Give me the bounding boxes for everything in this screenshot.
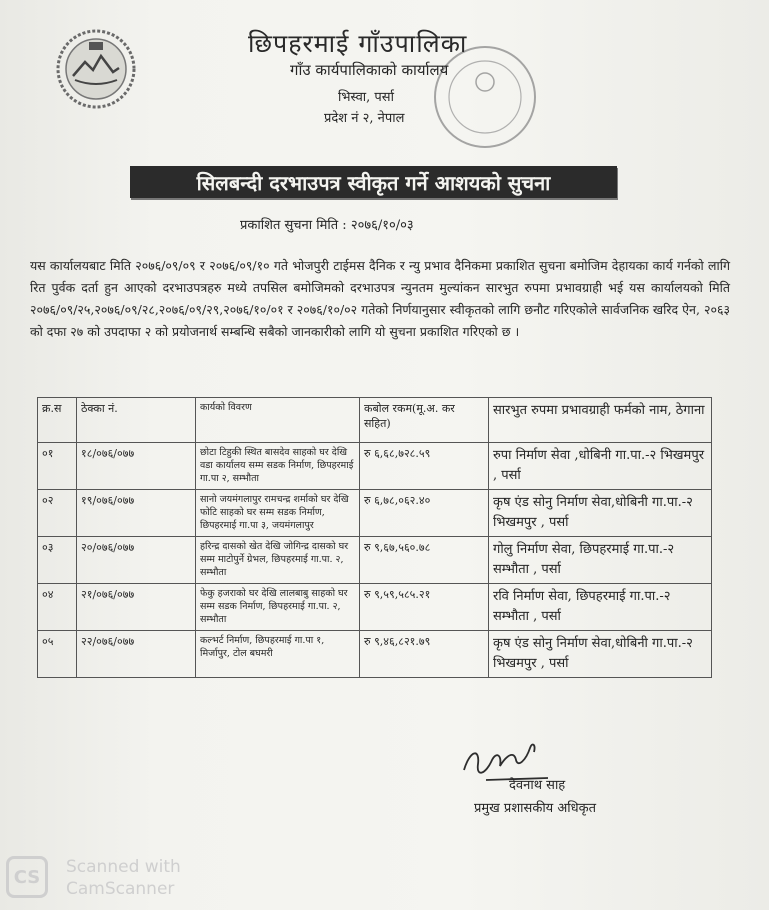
cell-bid-amount: रु ९,५९,५८५.२१ bbox=[360, 584, 489, 631]
cell-work-description: हरिन्द्र दासको खेत देखि जोगिन्द्र दासको घर सम्म माटोपुर्ने ग्रेभल, छिपहरमाई गा.पा. २, सम्भौता bbox=[196, 537, 360, 584]
office-province: प्रदेश नं २, नेपाल bbox=[324, 111, 405, 126]
nepal-emblem-icon bbox=[55, 28, 137, 110]
cell-firm-name: कृष एंड सोनु निर्माण सेवा,धोबिनी गा.पा.-२ भिखमपुर , पर्सा bbox=[489, 490, 712, 537]
municipality-title: छिपहरमाई गाँउपालिका bbox=[248, 29, 468, 58]
cell-bid-amount: रु ९,६७,५६०.७८ bbox=[360, 537, 489, 584]
cell-serial: ०५ bbox=[38, 631, 77, 678]
cell-bid-amount: रु ६,६८,७२८.५९ bbox=[360, 443, 489, 490]
office-location: भिस्वा, पर्सा bbox=[338, 90, 394, 105]
cell-serial: ०३ bbox=[38, 537, 77, 584]
cell-bid-amount: रु ९,४६,८२१.७९ bbox=[360, 631, 489, 678]
signatory-designation: प्रमुख प्रशासकीय अधिकृत bbox=[474, 801, 597, 816]
cell-contract-no: २२/०७६/०७७ bbox=[77, 631, 196, 678]
header-work-description: कार्यको विवरण bbox=[196, 398, 360, 443]
published-date: प्रकाशित सुचना मिति : २०७६/१०/०३ bbox=[240, 218, 414, 233]
cell-work-description: कल्भर्ट निर्माण, छिपहरमाई गा.पा १, मिर्जापुर, टोल बघमरी bbox=[196, 631, 360, 678]
cell-serial: ०२ bbox=[38, 490, 77, 537]
cell-serial: ०१ bbox=[38, 443, 77, 490]
signatory-name: देवनाथ साह bbox=[509, 778, 566, 793]
cell-firm-name: गोलु निर्माण सेवा, छिपहरमाई गा.पा.-२ सम्भौता , पर्सा bbox=[489, 537, 712, 584]
cell-work-description: सानो जयमंगलापुर रामचन्द्र शर्माको घर देखि फोटि साहको घर सम्म सडक निर्माण, छिपहरमाई गा.पा ३, जयमंगलापुर bbox=[196, 490, 360, 537]
table-row bbox=[38, 584, 712, 631]
cell-work-description: छोटा टिहुकी स्थित बासदेव साहको घर देखि वडा कार्यालय सम्म सडक निर्माण, छिपहरमाई गा.पा २, सम्भौता bbox=[196, 443, 360, 490]
table-row bbox=[38, 537, 712, 584]
scanner-line-2: CamScanner bbox=[66, 879, 175, 899]
table-row bbox=[38, 443, 712, 490]
header-contract-no: ठेक्का नं. bbox=[77, 398, 196, 443]
cell-firm-name: कृष एंड सोनु निर्माण सेवा,धोबिनी गा.पा.-२ भिखमपुर , पर्सा bbox=[489, 631, 712, 678]
cell-contract-no: १८/०७६/०७७ bbox=[77, 443, 196, 490]
cell-contract-no: १९/०७६/०७७ bbox=[77, 490, 196, 537]
table-row bbox=[38, 631, 712, 678]
office-name: गाँउ कार्यपालिकाको कार्यालय bbox=[290, 61, 449, 79]
cell-work-description: फेकु हजराको घर देखि लालबाबु साहको घर सम्म सडक निर्माण, छिपहरमाई गा.पा. २, सम्भौता bbox=[196, 584, 360, 631]
cell-firm-name: रुपा निर्माण सेवा ,धोबिनी गा.पा.-२ भिखमपुर , पर्सा bbox=[489, 443, 712, 490]
header-bid-amount: कबोल रकम(मू.अ. कर सहित) bbox=[360, 398, 489, 443]
camscanner-logo-icon: CS bbox=[6, 856, 48, 898]
cell-contract-no: २१/०७६/०७७ bbox=[77, 584, 196, 631]
scanner-line-1: Scanned with bbox=[66, 857, 181, 877]
tender-table bbox=[37, 397, 712, 678]
header-serial: क्र.स bbox=[38, 398, 77, 443]
scanner-watermark bbox=[66, 856, 181, 900]
cell-contract-no: २०/०७६/०७७ bbox=[77, 537, 196, 584]
table-header-row bbox=[38, 398, 712, 443]
cell-serial: ०४ bbox=[38, 584, 77, 631]
header-firm-name: सारभुत रुपमा प्रभावग्राही फर्मको नाम, ठेगाना bbox=[489, 398, 712, 443]
notice-heading: सिलबन्दी दरभाउपत्र स्वीकृत गर्ने आशयको सुचना bbox=[130, 166, 617, 198]
table-row bbox=[38, 490, 712, 537]
notice-body: यस कार्यालयबाट मिति २०७६/०९/०९ र २०७६/०९/१० गते भोजपुरी टाईमस दैनिक र न्यु प्रभाव दैनिकमा प्रकाशित सुचना बमोजिम देहायका कार्य गर्नको लागि रित पुर्वक दर्ता हुन आएको दरभाउपत्रहरु मध्ये तपसिल बमोजिमको दरभाउपत्र न्युनतम मुल्यांकन सारभुत रुपमा प्रभावग्राही भई यस कार्यालयको मिति २०७६/०९/२५,२०७६/०९/२८,२०७६/०९/२९,२०७६/१०/०१ र २०७६/१०/०२ गतेको निर्णयानुसार स्वीकृतको लागि छनौट गरिएकोले सार्वजनिक खरिद ऐन, २०६३ को दफा २७ को उपदाफा २ को प्रयोजनार्थ सम्बन्धि सबैको जानकारीको लागि यो सुचना प्रकाशित गरिएको छ । bbox=[30, 258, 730, 339]
cell-bid-amount: रु ६,७८,०६२.४० bbox=[360, 490, 489, 537]
cell-firm-name: रवि निर्माण सेवा, छिपहरमाई गा.पा.-२ सम्भौता , पर्सा bbox=[489, 584, 712, 631]
